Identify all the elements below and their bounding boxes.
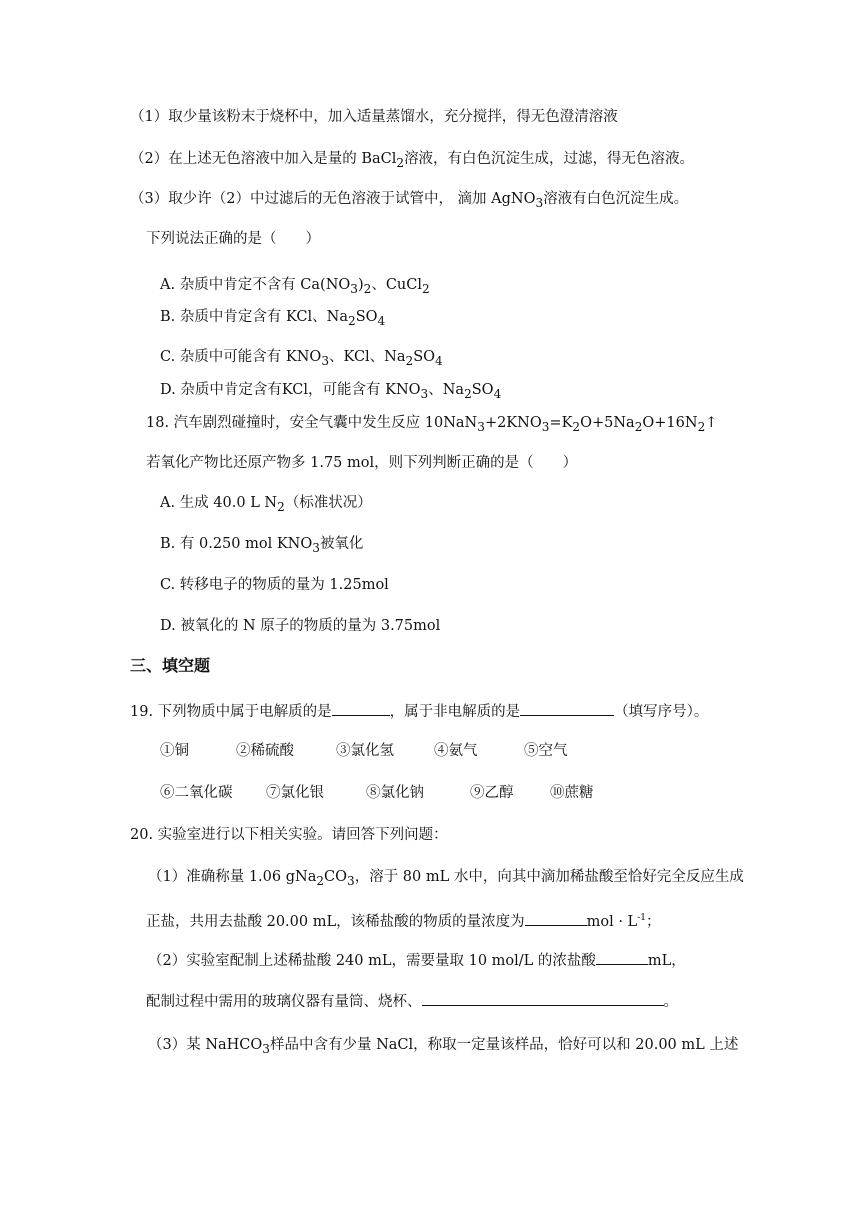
list-item: ①铜 (160, 743, 189, 759)
answer-blank-electrolyte[interactable] (332, 700, 390, 716)
q17-option-c: C. 杂质中可能含有 $KNO_3$、KCl、$Na_2SO_4$ (160, 349, 443, 368)
question-18-stem-2: 若氧化产物比还原产物多 1.75 mol，则下列判断正确的是（ ） (146, 455, 578, 471)
list-item: ⑦氯化银 (266, 785, 324, 801)
answer-blank-glassware[interactable] (422, 990, 664, 1006)
q20-part-1-cont: 正盐，共用去盐酸 20.00 mL，该稀盐酸的物质的量浓度为 mol · $L^{-1}$； (146, 908, 660, 932)
condition-1: （1）取少量该粉末于烧杯中，加入适量蒸馏水，充分搅拌，得无色澄清溶液 (130, 109, 618, 125)
list-item: ⑨乙醇 (470, 785, 514, 801)
question-17-ask: 下列说法正确的是（ ） (146, 231, 320, 247)
q18-option-d: D. 被氧化的 N 原子的物质的量为 3.75mol (160, 618, 441, 634)
q17-option-b: B. 杂质中肯定含有 KCl、$Na_2SO_4$ (160, 309, 386, 328)
q19-items-row-1 (160, 741, 568, 761)
list-item: ⑧氯化钠 (366, 785, 424, 801)
answer-blank-volume[interactable] (596, 949, 648, 965)
answer-blank-concentration[interactable] (525, 910, 587, 926)
section-heading: 三、填空题 (130, 656, 211, 675)
list-item: ③氯化氢 (336, 743, 394, 759)
q17-option-d: D. 杂质中肯定含有KCl，可能含有 $KNO_3$、$Na_2SO_4$ (160, 382, 502, 401)
q18-option-b: B. 有 0.250 mol $KNO_3$被氧化 (160, 536, 364, 555)
q18-option-c: C. 转移电子的物质的量为 1.25mol (160, 577, 389, 593)
list-item: ⑤空气 (524, 743, 568, 759)
q19-items-row-2 (160, 783, 594, 803)
q20-part-1: （1）准确称量 1.06 $gNa_2CO_3$，溶于 80 mL 水中，向其中滴加稀盐酸至恰好完全反应生成 (148, 869, 744, 888)
question-19-stem: 19. 下列物质中属于电解质的是 ，属于非电解质的是 （填写序号）。 (130, 700, 708, 722)
q20-part-2: （2）实验室配制上述稀盐酸 240 mL，需要量取 10 mol/L 的浓盐酸 mL， (148, 949, 686, 971)
list-item: ②稀硫酸 (236, 743, 294, 759)
question-18-stem: 18. 汽车剧烈碰撞时，安全气囊中发生反应 $10NaN_3+2KNO_3=K_2O+5Na_2O+16N_2↑$ (146, 415, 718, 434)
list-item: ④氨气 (434, 743, 478, 759)
q20-part-2-cont: 配制过程中需用的玻璃仪器有量筒、烧杯、 。 (146, 990, 678, 1012)
q17-option-a: A. 杂质中肯定不含有 $Ca(NO_3)_2$、CuCl$_2$ (160, 277, 430, 296)
question-20-stem: 20. 实验室进行以下相关实验。请回答下列问题： (130, 827, 448, 843)
q20-part-3: （3）某 NaHCO$_3$样品中含有少量 NaCl，称取一定量该样品，恰好可以和 20.00 mL 上述 (148, 1037, 739, 1056)
list-item: ⑩蔗糖 (550, 785, 594, 801)
answer-blank-nonelectrolyte[interactable] (520, 700, 614, 716)
list-item: ⑥二氧化碳 (160, 785, 233, 801)
q18-option-a: A. 生成 40.0 L $N_2$（标准状况） (160, 495, 372, 514)
condition-2: （2）在上述无色溶液中加入是量的 BaCl$_2$溶液，有白色沉淀生成，过滤，得无色溶液。 (130, 151, 695, 170)
condition-3: （3）取少许（2）中过滤后的无色溶液于试管中， 滴加 AgNO$_3$溶液有白色沉淀生成。 (130, 191, 689, 210)
